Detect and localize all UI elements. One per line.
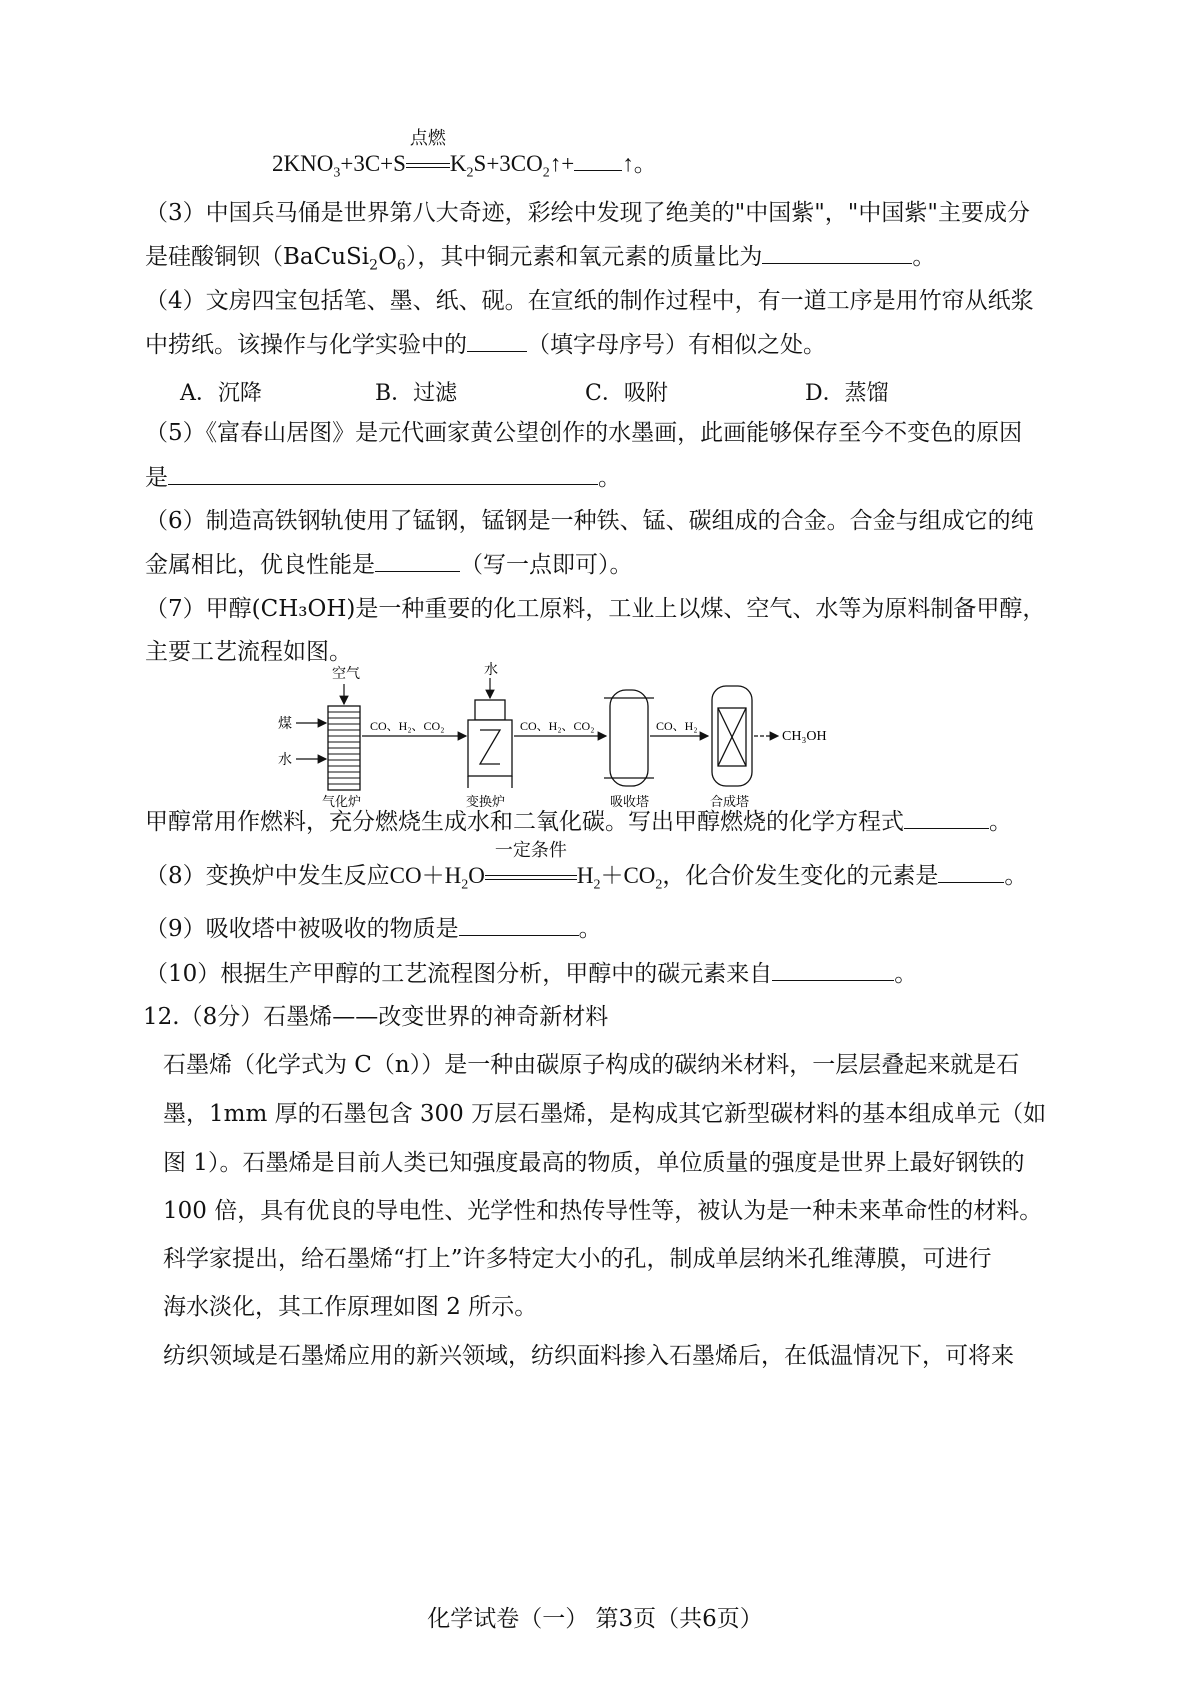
answer-blank[interactable] — [467, 331, 527, 352]
answer-blank[interactable] — [938, 862, 1004, 883]
label-synth: 合成塔 — [710, 794, 750, 809]
answer-blank[interactable] — [762, 243, 912, 264]
q5-text: 。 — [598, 465, 621, 491]
answer-blank[interactable] — [772, 960, 894, 981]
q8-eq: H — [576, 863, 594, 888]
q10-text: （10）根据生产甲醇的工艺流程图分析，甲醇中的碳元素来自 — [145, 961, 773, 987]
condition-label: 一定条件 — [494, 840, 567, 860]
q3-text: ），其中铜元素和氧元素的质量比为 — [405, 244, 763, 270]
label-air: 空气 — [332, 667, 360, 682]
option-c[interactable]: C．吸附 — [585, 381, 668, 406]
q12-para2-line: 纺织领域是石墨烯应用的新兴领域，纺织面料掺入石墨烯后，在低温情况下，可将来 — [163, 1343, 1014, 1369]
q3-line2: 是硅酸铜钡$(BaCuSi_2O_6)$，其中铜元素和氧元素的质量比为 。 — [145, 244, 936, 274]
answer-blank[interactable] — [904, 808, 989, 829]
eq-text: S+3CO — [473, 151, 543, 176]
eq-text: K — [449, 151, 467, 176]
q8-eq: O — [468, 863, 485, 888]
answer-blank[interactable] — [168, 464, 598, 485]
q6-line2 — [145, 551, 633, 580]
label-coal: 煤 — [278, 717, 292, 732]
label-product: CH₃OH — [782, 729, 827, 744]
synthesis-tower-icon — [712, 686, 752, 786]
q3-text: O — [378, 244, 397, 270]
q12-para-line: 100 倍，具有优良的导电性、光学性和热传导性等，被认为是一种未来革命性的材料。 — [163, 1198, 1043, 1224]
q6-text: （写一点即可）。 — [460, 552, 633, 578]
q3-text: 。 — [912, 244, 936, 270]
q12-para-line: 科学家提出，给石墨烯“打上”许多特定大小的孔，制成单层纳米孔维薄膜，可进行 — [163, 1246, 992, 1272]
label-gas1: CO、H₂、CO₂ — [370, 719, 445, 733]
q8-eq: CO＋H — [389, 863, 462, 888]
q5-line2 — [145, 464, 621, 493]
q12-para-line: 图 1）。石墨烯是目前人类已知强度最高的物质，单位质量的强度是世界上最好钢铁的 — [163, 1150, 1025, 1176]
eq-text: 2KNO — [272, 151, 334, 176]
q6-text: 金属相比，优良性能是 — [145, 552, 375, 578]
page-footer: 化学试卷（一） 第3页（共6页） — [427, 1606, 763, 1632]
q9-text: （9）吸收塔中被吸收的物质是 — [145, 916, 459, 942]
q8-text: （8）变换炉中发生反应 — [145, 863, 390, 889]
q4-text: 中捞纸。该操作与化学实验中的 — [145, 332, 467, 358]
label-gas3: CO、H₂ — [656, 719, 698, 733]
q7-line2: 主要工艺流程如图。 — [145, 639, 352, 665]
q7-text: 甲醇常用作燃料，充分燃烧生成水和二氧化碳。写出甲醇燃烧的化学方程式 — [145, 809, 904, 835]
q5-line1: （5）《富春山居图》是元代画家黄公望创作的水墨画，此画能够保存至今不变色的原因 — [145, 420, 1023, 446]
option-b[interactable]: B．过滤 — [375, 381, 458, 406]
label-absorber: 吸收塔 — [610, 794, 650, 809]
eq-text: ↑。 — [622, 151, 657, 176]
q12-para-line: 海水淡化，其工作原理如图 2 所示。 — [163, 1294, 538, 1320]
q8-text: ，化合价发生变化的元素是 — [662, 863, 939, 889]
label-gasifier: 气化炉 — [322, 794, 362, 809]
answer-blank[interactable] — [375, 551, 460, 572]
q7-text: 。 — [989, 809, 1012, 835]
q7-line1: （7）甲醇(CH₃OH)是一种重要的化工原料，工业上以煤、空气、水等为原料制备甲醇， — [145, 596, 1046, 622]
eq-text: +3C+S — [340, 151, 406, 176]
q3-line1: （3）中国兵马俑是世界第八大奇迹，彩绘中发现了绝美的"中国紫"，"中国紫"主要成分 — [145, 200, 1030, 226]
q5-text: 是 — [145, 465, 168, 491]
gasifier-icon — [328, 706, 360, 790]
q3-text: 是硅酸铜钡（BaCuSi — [145, 244, 370, 270]
option-a[interactable]: A．沉降 — [180, 381, 262, 406]
q10-text: 。 — [894, 961, 918, 987]
q9-text: 。 — [578, 916, 602, 942]
answer-blank[interactable] — [459, 915, 579, 936]
label-water-in: 水 — [278, 753, 292, 768]
q4-line1: （4）文房四宝包括笔、墨、纸、砚。在宣纸的制作过程中，有一道工序是用竹帘从纸浆 — [145, 288, 1034, 314]
q4-line2 — [145, 331, 826, 360]
q6-line1: （6）制造高铁钢轨使用了锰钢，锰钢是一种铁、锰、碳组成的合金。合金与组成它的纯 — [145, 508, 1034, 534]
eq-text: ↑+ — [549, 151, 575, 176]
q9-line — [145, 915, 602, 944]
reaction-condition — [406, 128, 450, 178]
condition-label: 点燃 — [409, 128, 446, 148]
q8-eq: ＋CO — [600, 863, 656, 888]
q12-para-line: 石墨烯（化学式为 C（n））是一种由碳原子构成的碳纳米材料，一层层叠起来就是石 — [163, 1052, 1020, 1078]
q12-title: 12.（8分）石墨烯——改变世界的神奇新材料 — [143, 1004, 609, 1030]
option-d[interactable]: D．蒸馏 — [805, 381, 889, 406]
label-gas2: CO、H₂、CO₂ — [520, 719, 595, 733]
reaction-condition — [485, 840, 577, 890]
answer-blank[interactable] — [574, 150, 622, 171]
q10-line — [145, 960, 917, 989]
q4-text: （填字母序号）有相似之处。 — [527, 332, 826, 358]
process-flow-diagram — [270, 660, 870, 810]
q8-text: 。 — [1004, 863, 1028, 889]
shift-converter-icon — [468, 700, 512, 788]
equation-gunpowder: $2KNO_3+3C+S$ 点燃 $K_2S+3CO_2↑+$ ↑。 — [272, 128, 657, 181]
q7-line3 — [145, 808, 1012, 837]
absorber-icon — [604, 690, 654, 786]
q8-line: （8）变换炉中发生反应$CO+H_2O$ 一定条件 $H_2+CO_2$，化合价发生变化的元素是 。 — [145, 840, 1028, 893]
label-water-top: 水 — [484, 663, 498, 678]
q12-para-line: 墨，1mm 厚的石墨包含 300 万层石墨烯，是构成其它新型碳材料的基本组成单元（如 — [163, 1101, 1047, 1127]
label-shift: 变换炉 — [466, 794, 506, 809]
